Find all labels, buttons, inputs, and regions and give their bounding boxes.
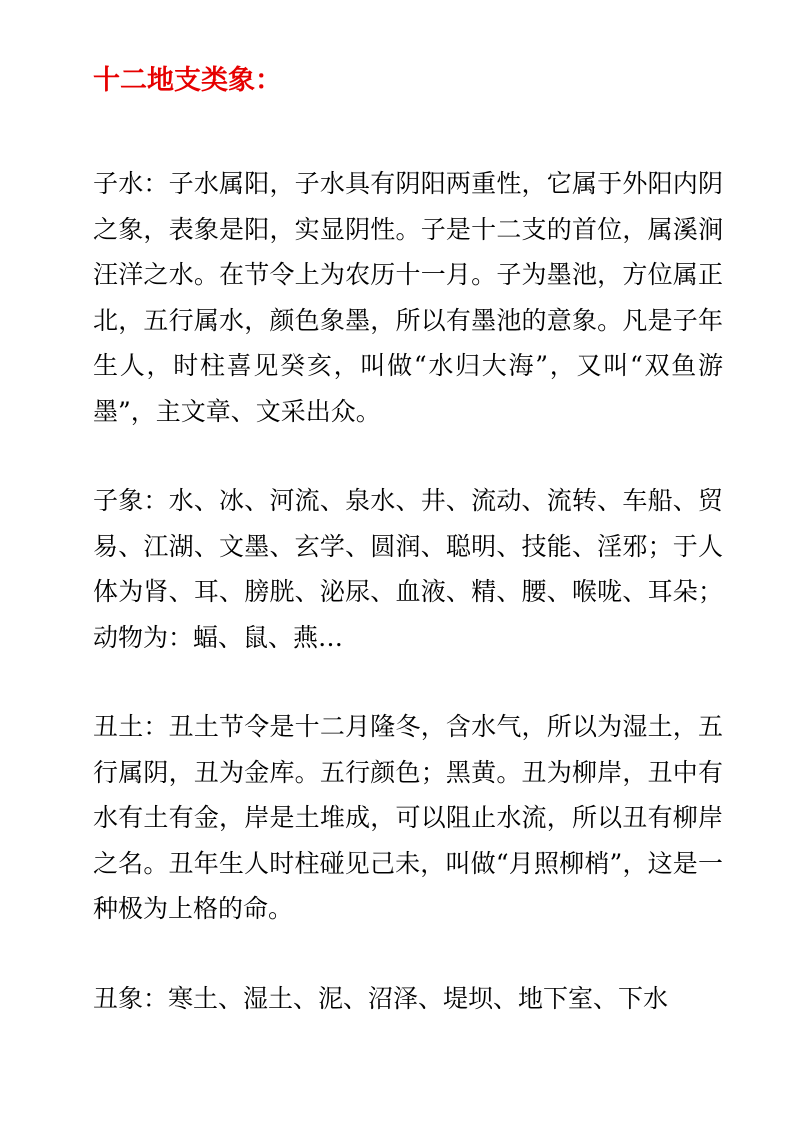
paragraph-chou-symbols: 丑象：寒土、湿土、泥、沼泽、堤坝、地下室、下水 bbox=[93, 983, 669, 1013]
document-title: 十二地支类象： bbox=[93, 65, 282, 96]
paragraph-zi-symbols: 子象：水、冰、河流、泉水、井、流动、流转、车船、贸易、江湖、文墨、玄学、圆润、聪明、技能、淫邪；于人体为肾、耳、膀胱、泌尿、血液、精、腰、喉咙、耳朵；动物为：蝠、鼠、燕… bbox=[93, 486, 723, 652]
paragraph-zi-water: 子水：子水属阳，子水具有阴阳两重性，它属于外阳内阴之象，表象是阳，实显阴性。子是十二支的首位，属溪涧汪洋之水。在节令上为农历十一月。子为墨池，方位属正北，五行属水，颜色象墨，所以有墨池的意象。凡是子年生人，时柱喜见癸亥，叫做“水归大海”，又叫“双鱼游墨”，主文章、文采出众。 bbox=[93, 169, 723, 426]
paragraph-chou-earth: 丑土：丑土节令是十二月隆冬，含水气，所以为湿土，五行属阴，丑为金库。五行颜色；黑黄。丑为柳岸，丑中有水有土有金，岸是土堆成，可以阻止水流，所以丑有柳岸之名。丑年生人时柱碰见己未，叫做“月照柳梢”，这是一种极为上格的命。 bbox=[93, 712, 723, 923]
